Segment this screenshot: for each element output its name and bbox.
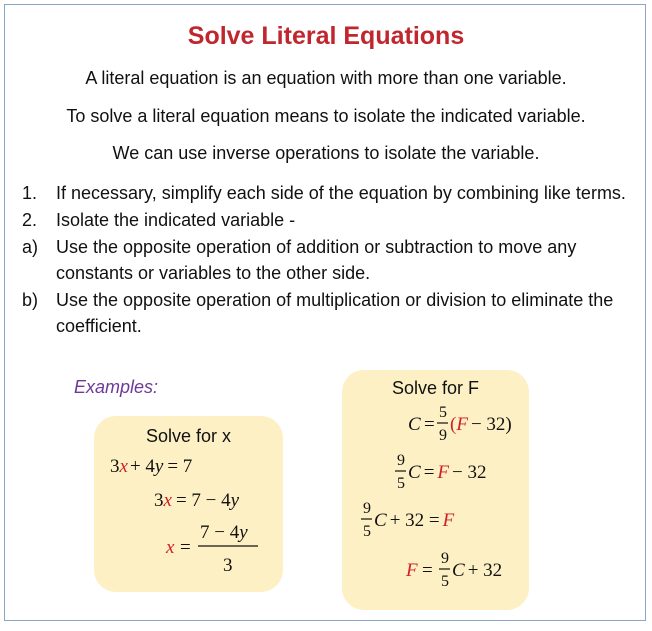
example-card-solve-for-x: [94, 416, 283, 592]
intro-line-3: We can use inverse operations to isolate the variable.: [112, 143, 540, 163]
list-item-text: If necessary, simplify each side of the equation by combining like terms.: [56, 183, 626, 203]
equation-steps-x: [94, 416, 283, 592]
list-item: [22, 287, 632, 339]
fraction-numerator: 5: [439, 404, 447, 421]
fraction-denominator: 5: [441, 573, 449, 590]
list-item-text: Isolate the indicated variable -: [56, 210, 296, 230]
equation-step-3-body: C + 32 = F: [374, 510, 455, 531]
equation-step-2: 3x = 7 − 4y: [154, 490, 240, 511]
list-marker: 2.: [22, 210, 38, 230]
fraction-numerator: 9: [441, 550, 449, 567]
equals-sign: =: [424, 414, 435, 435]
steps-list: [22, 180, 632, 340]
list-item: [22, 207, 632, 233]
page-title: Solve Literal Equations: [187, 22, 465, 50]
fraction-denominator: 5: [397, 475, 405, 492]
equation-step-3-equals: =: [180, 537, 191, 558]
intro-line-1: A literal equation is an equation with more than one variable.: [85, 68, 567, 88]
equation-steps-f: [342, 370, 529, 610]
fraction-denominator: 3: [223, 555, 233, 576]
examples-label: Examples:: [74, 377, 159, 397]
equation-step-1-rhs: (F − 32): [450, 414, 512, 435]
example-card-solve-for-f: [342, 370, 529, 610]
fraction-numerator: 9: [363, 500, 371, 517]
card-title: Solve for F: [391, 378, 480, 398]
equation-step-1: 3x + 4y = 7: [110, 456, 193, 477]
list-item: [22, 180, 632, 206]
card-title: Solve for x: [145, 426, 232, 446]
fraction-denominator: 5: [363, 523, 371, 540]
equation-step-4-lhs: F: [406, 560, 418, 581]
equation-step-3-var: x: [166, 537, 175, 558]
equation-step-2-body: C = F − 32: [408, 462, 487, 483]
list-item-text: Use the opposite operation of addition or subtraction to move any constants or variables to the other side.: [56, 237, 577, 283]
fraction-denominator: 9: [439, 427, 447, 444]
list-item: [22, 234, 632, 286]
fraction-numerator: 9: [397, 452, 405, 469]
equals-sign: =: [422, 560, 433, 581]
equation-step-1-lhs: C: [408, 414, 421, 435]
intro-line-2: To solve a literal equation means to isolate the indicated variable.: [66, 106, 586, 126]
list-item-text: Use the opposite operation of multiplication or division to eliminate the coefficient.: [56, 290, 614, 336]
fraction-numerator: 7 − 4y: [200, 522, 248, 543]
equation-step-4-rhs: C + 32: [452, 560, 503, 581]
list-marker: 1.: [22, 183, 38, 203]
list-marker: a): [22, 237, 39, 257]
list-marker: b): [22, 290, 39, 310]
